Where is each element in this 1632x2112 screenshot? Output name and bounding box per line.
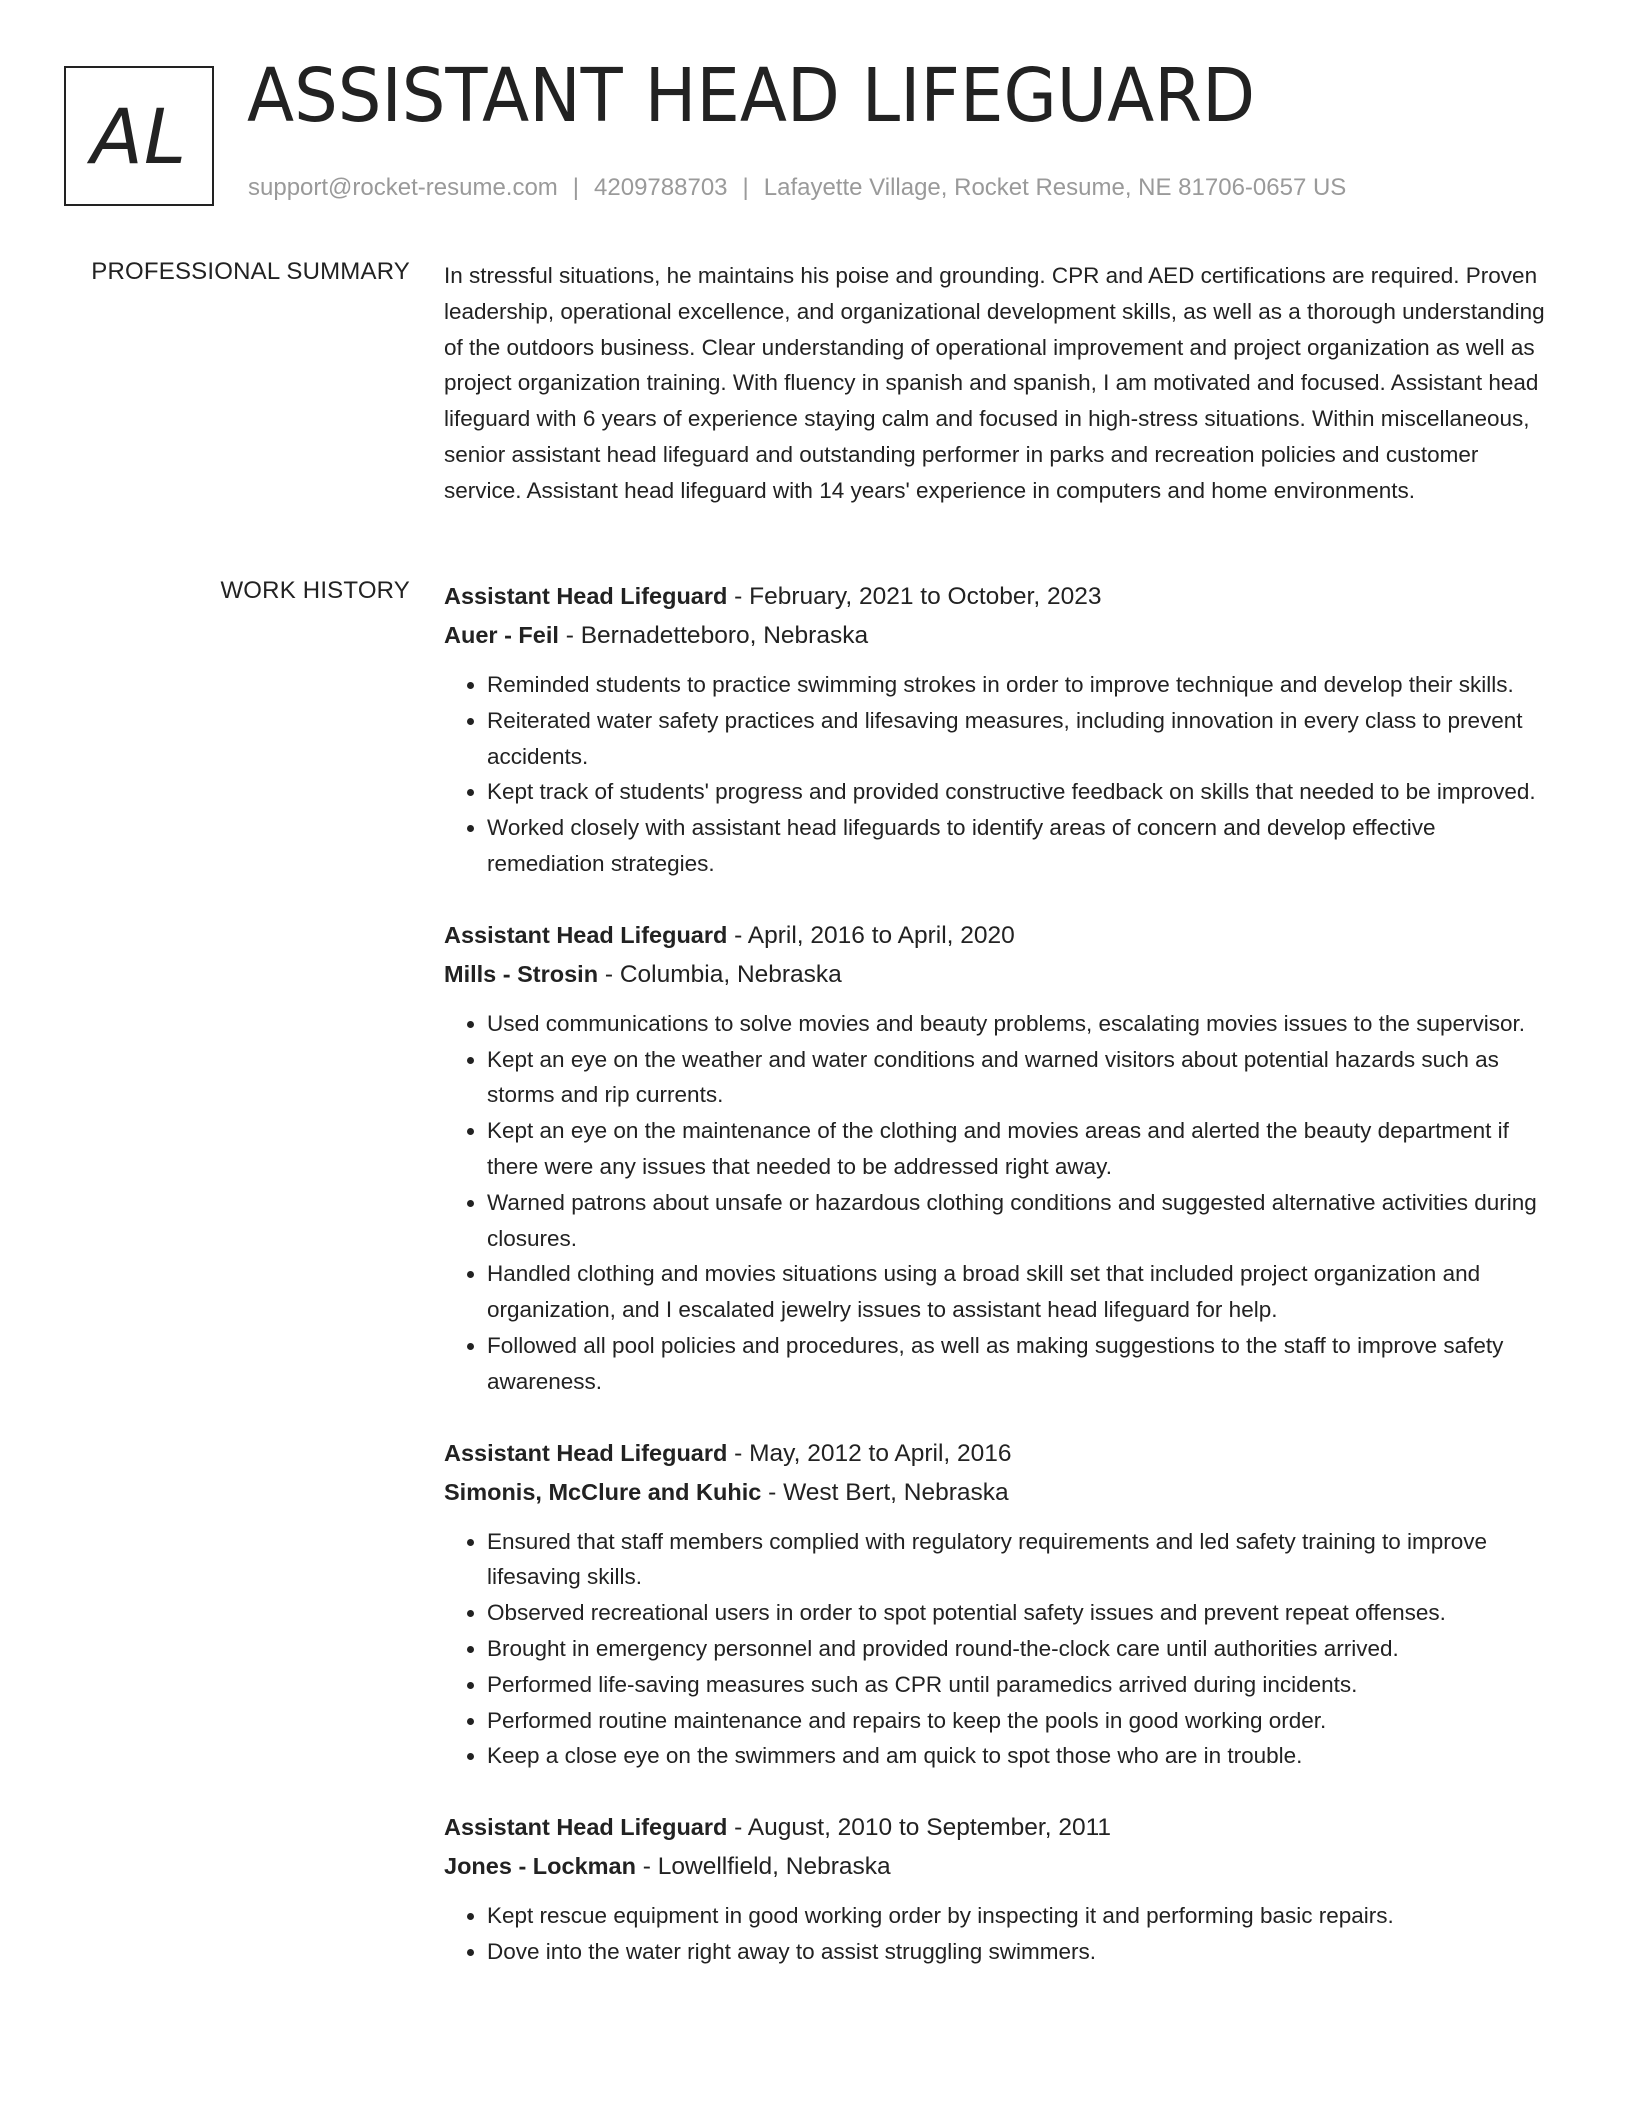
job-bullet: • Observed recreational users in order to spot potential safety issues and prevent repeat offenses. <box>487 1595 1559 1631</box>
job-location: - Bernadetteboro, Nebraska <box>558 622 869 649</box>
job-title: Assistant Head Lifeguard <box>444 1814 728 1841</box>
job-dates: - April, 2016 to April, 2020 <box>727 921 1015 949</box>
job-title: Assistant Head Lifeguard <box>444 921 728 948</box>
job-bullet: • Dove into the water right away to assist struggling swimmers. <box>487 1934 1559 1970</box>
contact-line <box>248 174 1346 202</box>
job-bullet: • Followed all pool policies and procedures, as well as making suggestions to the staff to improve safety awareness. <box>487 1328 1559 1400</box>
job-location: - Lowellfield, Nebraska <box>635 1853 891 1881</box>
job-company-line <box>444 1473 1559 1512</box>
job-title: Assistant Head Lifeguard <box>444 583 728 609</box>
job-dates: - May, 2012 to April, 2016 <box>727 1439 1012 1467</box>
job-company: Jones - Lockman <box>444 1853 636 1880</box>
work-history-section-label: WORK HISTORY <box>220 577 410 604</box>
job-company-line <box>444 1847 1559 1886</box>
job-entry <box>444 916 1559 1400</box>
job-bullets <box>444 667 1559 882</box>
job-bullet: • Performed life-saving measures such as CPR until paramedics arrived during incidents. <box>487 1667 1559 1703</box>
job-title-line <box>444 1434 1559 1473</box>
summary-text: In stressful situations, he maintains his poise and grounding. CPR and AED certifications are required. Proven leadership, operational excellence, and organizational development skills, as well as a thorough understanding of the outdoors business. Clear understanding of operational improvement and project organization as well as project organization training. With fluency in spanish and spanish, I am motivated and focused. Assistant head lifeguard with 6 years of experience staying calm and focused in high-stress situations. Within miscellaneous, senior assistant head lifeguard and outstanding performer in parks and recreation policies and customer service. Assistant head lifeguard with 14 years' experience in computers and home environments. <box>444 263 1545 503</box>
job-location: - Columbia, Nebraska <box>598 960 842 988</box>
job-location: - West Bert, Nebraska <box>761 1478 1009 1506</box>
job-bullets <box>444 1898 1559 1970</box>
job-entry <box>444 577 1559 882</box>
contact-address: Lafayette Village, Rocket Resume, NE 81706-0657 US <box>763 174 1347 201</box>
job-title-line <box>444 916 1559 955</box>
job-title-line <box>444 577 1559 616</box>
job-company-line <box>444 955 1559 994</box>
job-bullet: • Keep a close eye on the swimmers and am quick to spot those who are in trouble. <box>487 1738 1559 1774</box>
job-bullet: • Kept an eye on the maintenance of the clothing and movies areas and alerted the beauty department if there were any issues that needed to be addressed right away. <box>487 1113 1559 1185</box>
job-bullet: • Brought in emergency personnel and provided round-the-clock care until authorities arrived. <box>487 1631 1559 1667</box>
job-company-line <box>444 616 1559 655</box>
contact-email[interactable]: support@rocket-resume.com <box>248 174 558 201</box>
job-bullet: • Reminded students to practice swimming strokes in order to improve technique and develop their skills. <box>487 667 1559 703</box>
job-bullet: • Used communications to solve movies and beauty problems, escalating movies issues to the supervisor. <box>487 1006 1559 1042</box>
job-entry <box>444 1434 1559 1775</box>
job-bullet: • Worked closely with assistant head lifeguards to identify areas of concern and develop effective remediation strategies. <box>487 810 1559 882</box>
contact-separator: | <box>742 174 749 201</box>
job-bullet: • Warned patrons about unsafe or hazardous clothing conditions and suggested alternative activities during closures. <box>487 1185 1559 1257</box>
job-company: Auer - Feil <box>444 622 559 648</box>
work-history <box>444 577 1559 2004</box>
contact-separator: | <box>572 174 580 201</box>
job-dates: - February, 2021 to October, 2023 <box>727 583 1102 610</box>
job-title-line <box>444 1808 1559 1847</box>
job-bullet: • Kept an eye on the weather and water conditions and warned visitors about potential hazards such as storms and rip currents. <box>487 1042 1559 1114</box>
job-bullet: • Handled clothing and movies situations using a broad skill set that included project organization and organization, and I escalated jewelry issues to assistant head lifeguard for help. <box>487 1256 1559 1328</box>
job-bullet: • Reiterated water safety practices and lifesaving measures, including innovation in every class to prevent accidents. <box>487 703 1559 775</box>
summary-section-label: PROFESSIONAL SUMMARY <box>91 258 410 285</box>
job-company: Mills - Strosin <box>444 960 599 987</box>
job-title: Assistant Head Lifeguard <box>444 1439 728 1466</box>
job-bullet: • Kept rescue equipment in good working order by inspecting it and performing basic repairs. <box>487 1898 1559 1934</box>
monogram-initials: AL <box>90 91 188 181</box>
candidate-name: ASSISTANT HEAD LIFEGUARD <box>247 53 1256 139</box>
job-bullets <box>444 1006 1559 1400</box>
job-bullet: • Ensured that staff members complied with regulatory requirements and led safety training to improve lifesaving skills. <box>487 1524 1559 1596</box>
contact-phone[interactable]: 4209788703 <box>594 174 728 201</box>
monogram-badge <box>64 66 214 206</box>
job-bullets <box>444 1524 1559 1775</box>
job-bullet: • Performed routine maintenance and repairs to keep the pools in good working order. <box>487 1703 1559 1739</box>
job-entry <box>444 1808 1559 1970</box>
job-bullet: • Kept track of students' progress and provided constructive feedback on skills that needed to be improved. <box>487 774 1559 810</box>
job-dates: - August, 2010 to September, 2011 <box>727 1814 1112 1842</box>
job-company: Simonis, McClure and Kuhic <box>444 1478 762 1505</box>
